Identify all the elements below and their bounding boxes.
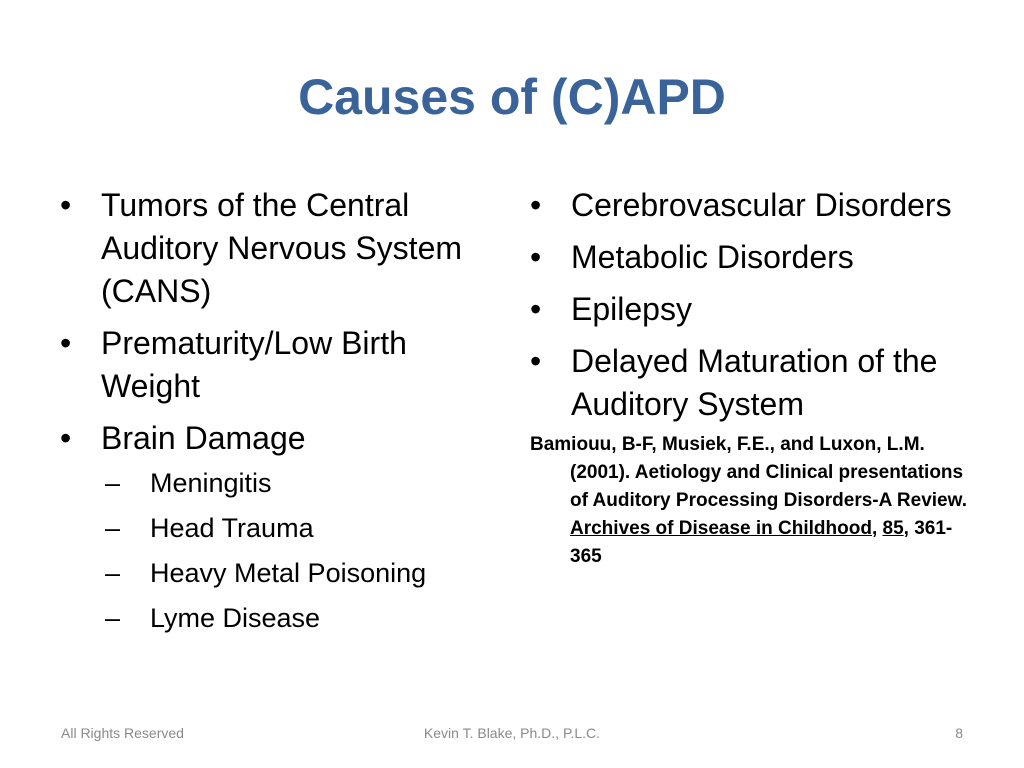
list-item: [60, 322, 480, 408]
sub-list-item: [105, 510, 480, 546]
list-item-label: Epilepsy: [571, 291, 692, 327]
citation-pages: , 361-365: [570, 518, 953, 567]
bullet-icon: •: [60, 420, 72, 456]
sub-list-item-label: Heavy Metal Poisoning: [150, 558, 427, 588]
citation-volume: 85: [882, 518, 904, 539]
dash-icon: –: [105, 513, 121, 543]
bullet-icon: •: [530, 239, 542, 275]
list-item-label: Metabolic Disorders: [571, 239, 854, 275]
slide-title: Causes of (C)APD: [298, 69, 726, 125]
sub-list-item-label: Head Trauma: [150, 513, 314, 543]
bullet-icon: •: [530, 291, 542, 327]
bullet-icon: •: [60, 187, 72, 223]
list-item-label: Cerebrovascular Disorders: [571, 187, 952, 223]
list-item: [60, 184, 480, 313]
right-bullet-list: [530, 184, 970, 426]
left-column: [60, 184, 480, 645]
footer-copyright: All Rights Reserved: [61, 725, 184, 741]
list-item: [530, 288, 970, 331]
sub-list-item-label: Lyme Disease: [150, 603, 321, 633]
dash-icon: –: [105, 468, 121, 498]
sub-list-item: [105, 555, 480, 591]
list-item-label: Brain Damage: [101, 420, 306, 456]
sub-list-item: [105, 465, 480, 501]
list-item-label: Tumors of the Central Auditory Nervous System (CANS): [101, 187, 463, 309]
right-column: [530, 184, 970, 571]
bullet-icon: •: [530, 343, 542, 379]
dash-icon: –: [105, 603, 121, 633]
list-item: [530, 184, 970, 227]
sub-list-wrapper: [105, 465, 480, 636]
footer-author: Kevin T. Blake, Ph.D., P.L.C.: [423, 725, 601, 741]
list-item: [530, 340, 970, 426]
sub-list-item: [105, 600, 480, 636]
footer-page-number: 8: [955, 725, 963, 741]
list-item-label: Prematurity/Low Birth Weight: [101, 325, 407, 404]
left-bullet-list: [60, 184, 480, 460]
list-item: [60, 417, 480, 460]
citation-journal: Archives of Disease in Childhood: [570, 518, 872, 539]
brain-damage-sub-list: [105, 465, 480, 636]
list-item: [530, 236, 970, 279]
list-item-label: Delayed Maturation of the Auditory System: [571, 343, 938, 422]
citation-separator: ,: [871, 518, 883, 539]
bullet-icon: •: [60, 325, 72, 361]
citation-text: Bamiouu, B-F, Musiek, F.E., and Luxon, L.M. (2001). Aetiology and Clinical presentations of Auditory Processing Disorders-A Review.: [530, 434, 967, 511]
bullet-icon: •: [530, 187, 542, 223]
citation: [530, 431, 970, 571]
dash-icon: –: [105, 558, 121, 588]
sub-list-item-label: Meningitis: [150, 468, 272, 498]
